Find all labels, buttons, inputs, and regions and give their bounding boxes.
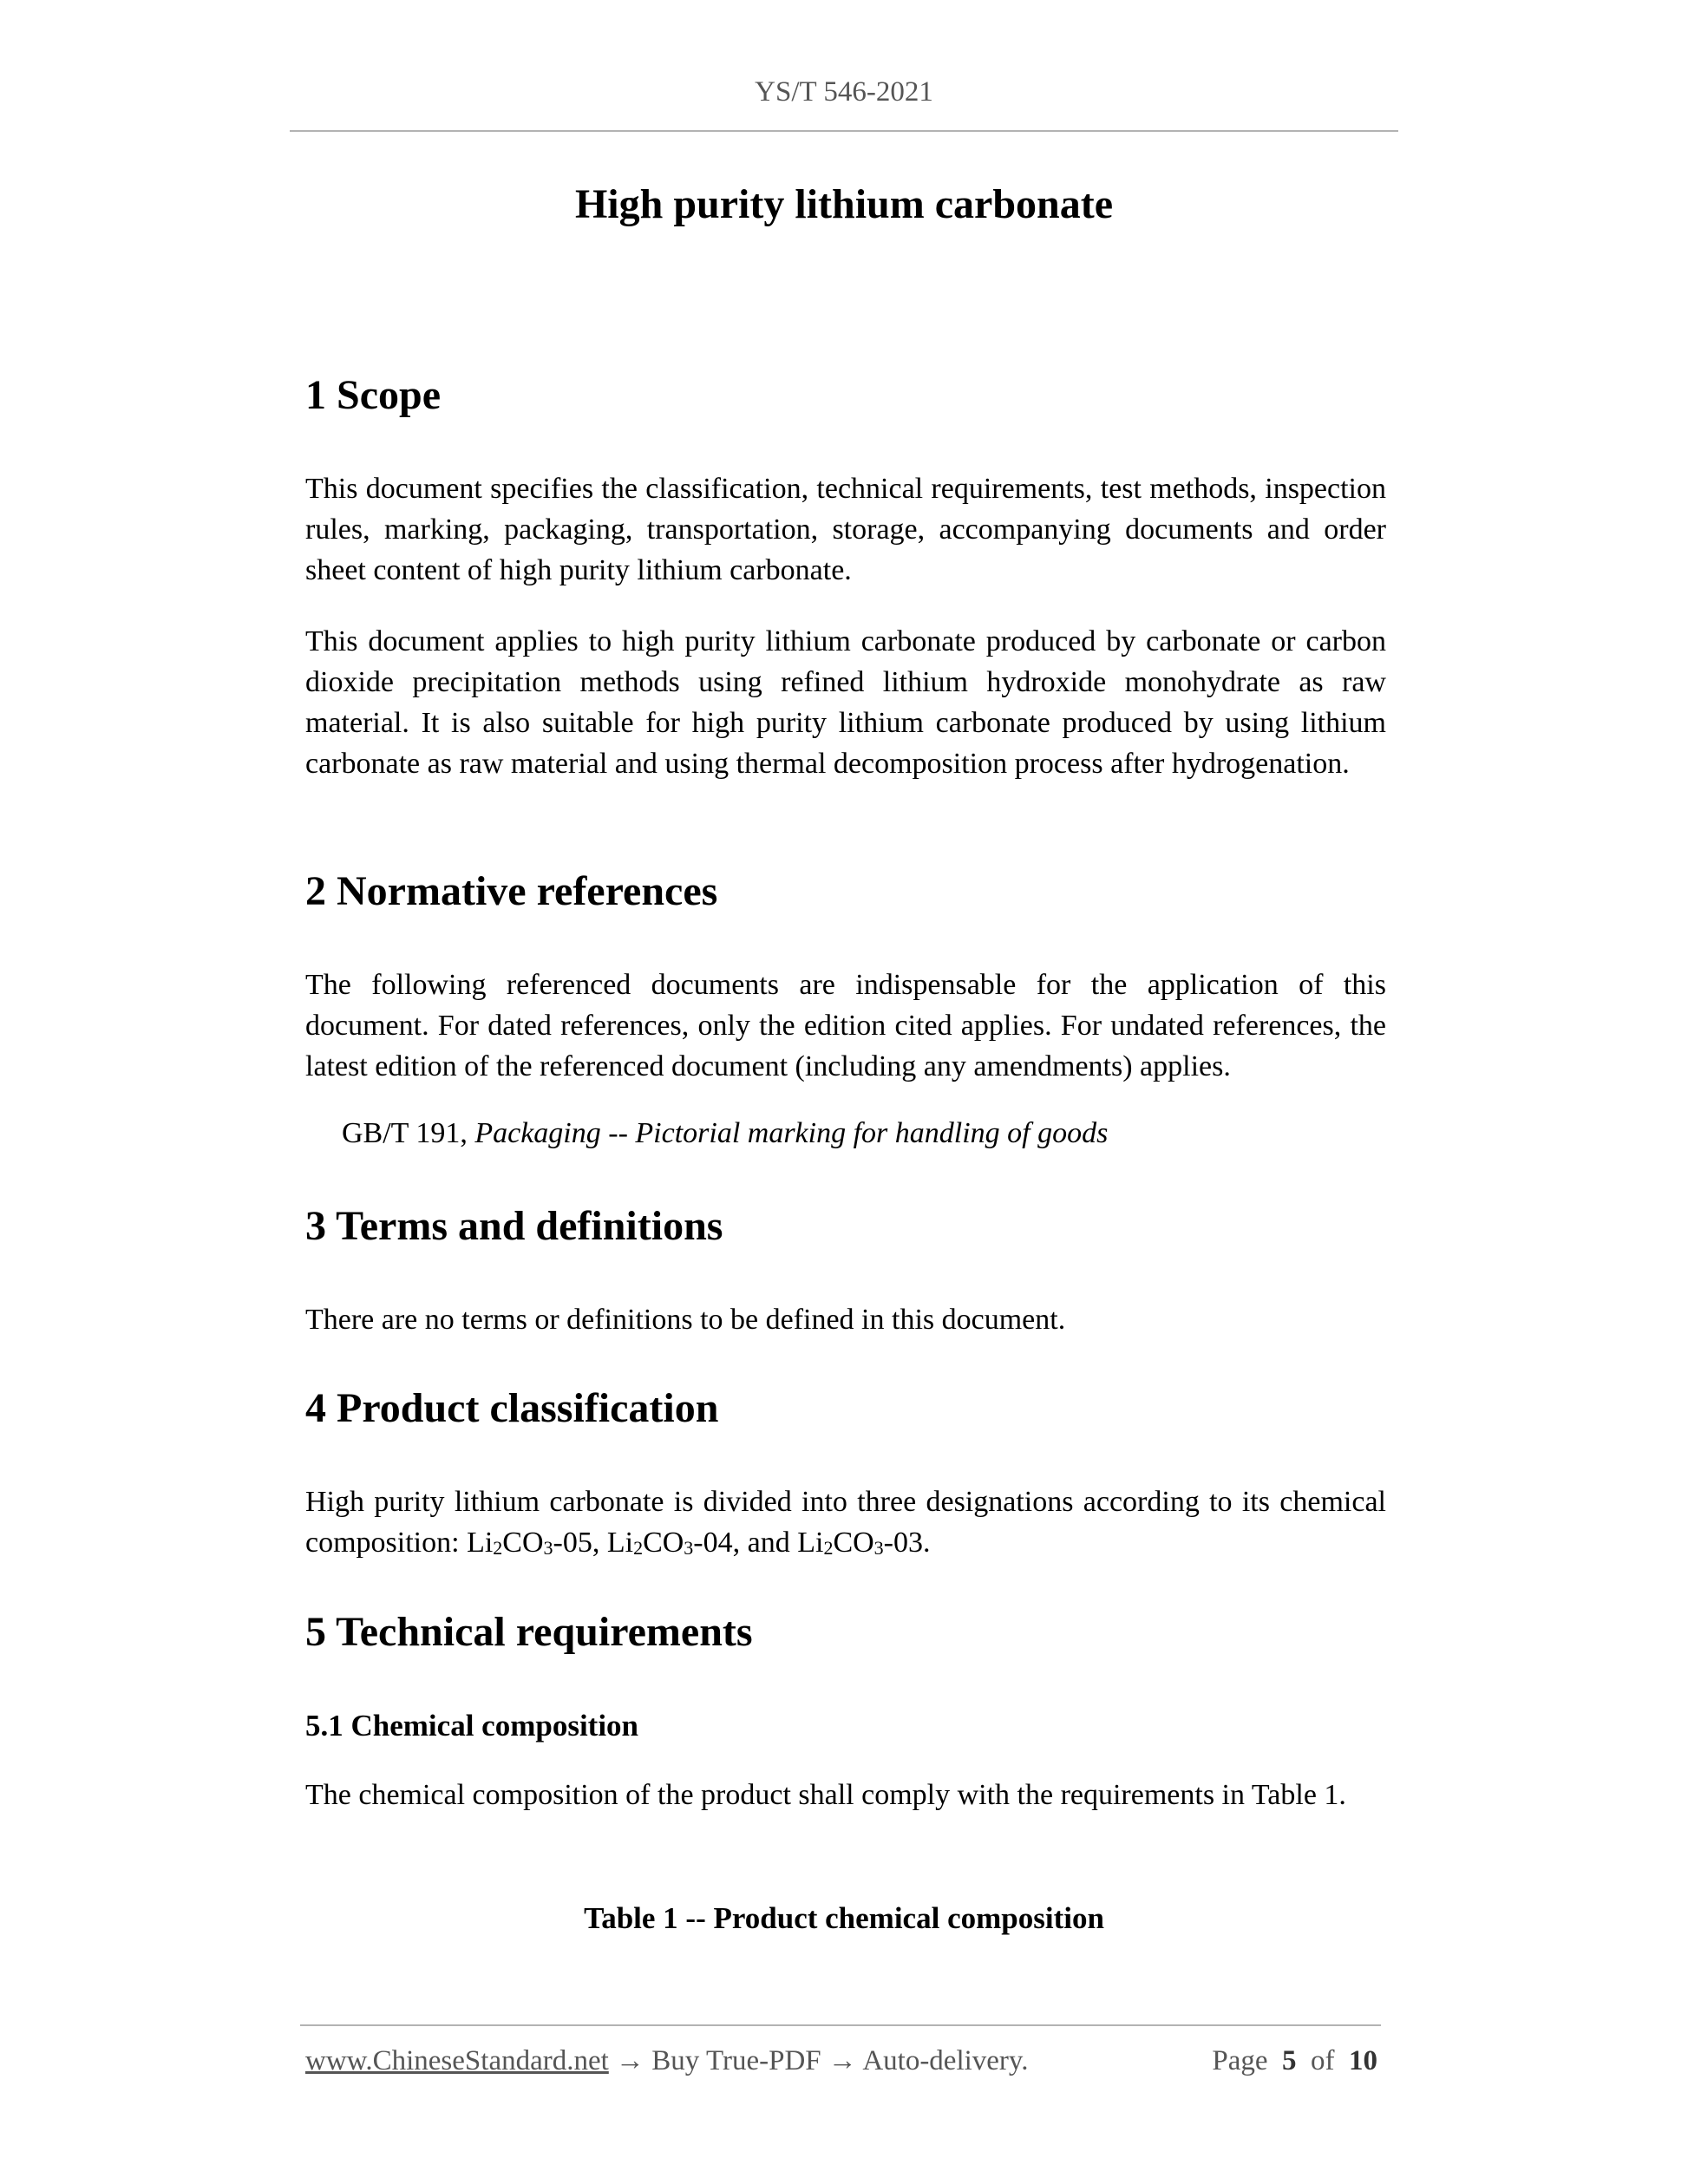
reference-code: GB/T 191, xyxy=(342,1117,468,1149)
section-2-paragraph-1: The following referenced documents are indispensable for the application of this document. For dated references, only the edition cited applies. For undated references, the latest edition of the referenced document (including any amendments) applies. xyxy=(305,969,1386,1082)
footer xyxy=(305,2045,1377,2077)
site-link[interactable]: www.ChineseStandard.net xyxy=(305,2045,609,2076)
header-divider xyxy=(290,130,1398,132)
footer-divider xyxy=(300,2024,1381,2026)
designation-3: $Li_2CO_3-03$. xyxy=(797,1527,931,1559)
table-1-caption: Table 1 -- Product chemical composition xyxy=(584,1901,1104,1935)
section-5-heading: 5 Technical requirements xyxy=(305,1609,753,1655)
page-number: Page 5 of 10 xyxy=(1212,2045,1377,2076)
arrow-right-icon: → xyxy=(828,2045,857,2076)
reference-title: Packaging -- Pictorial marking for handling of goods xyxy=(474,1117,1109,1149)
footer-buy-text: Buy True-PDF xyxy=(651,2045,821,2076)
section-3-paragraph-1: There are no terms or definitions to be defined in this document. xyxy=(305,1304,1066,1336)
section-2-heading: 2 Normative references xyxy=(305,868,718,914)
designation-2: $Li_2CO_3-04$, xyxy=(606,1527,741,1559)
footer-delivery-text: Auto-delivery. xyxy=(862,2045,1029,2076)
header-standard-number: YS/T 546-2021 xyxy=(755,76,933,108)
section-3-heading: 3 Terms and definitions xyxy=(305,1203,723,1249)
section-1-heading: 1 Scope xyxy=(305,372,441,418)
section-5-1-paragraph-1: The chemical composition of the product shall comply with the requirements in Table 1. xyxy=(305,1779,1346,1811)
designation-1: $Li_2CO_3-05$, xyxy=(467,1527,600,1559)
section-1-paragraph-2: This document applies to high purity lithium carbonate produced by carbonate or carbon dioxide precipitation methods using refined lithium hydroxide monohydrate as raw material. It is also suitable for high purity lithium carbonate produced by using lithium carbonate as raw material and using thermal decomposition process after hydrogenation. xyxy=(305,625,1386,780)
section-4-heading: 4 Product classification xyxy=(305,1385,719,1431)
normative-reference-item xyxy=(342,1117,1108,1150)
section-1-paragraph-1: This document specifies the classification, technical requirements, test methods, inspection rules, marking, packaging, transportation, storage, accompanying documents and order sheet content of high purity lithium carbonate. xyxy=(305,473,1386,586)
subsection-5-1-heading: 5.1 Chemical composition xyxy=(305,1709,639,1743)
document-title: High purity lithium carbonate xyxy=(574,181,1114,227)
arrow-right-icon: → xyxy=(616,2045,645,2076)
section-4-paragraph-1: High purity lithium carbonate is divided into three designations according to its chemical composition: $Li_2CO_3-05$, $Li_2CO_3-04$, and $Li_2CO_3-03$. xyxy=(305,1486,1386,1559)
